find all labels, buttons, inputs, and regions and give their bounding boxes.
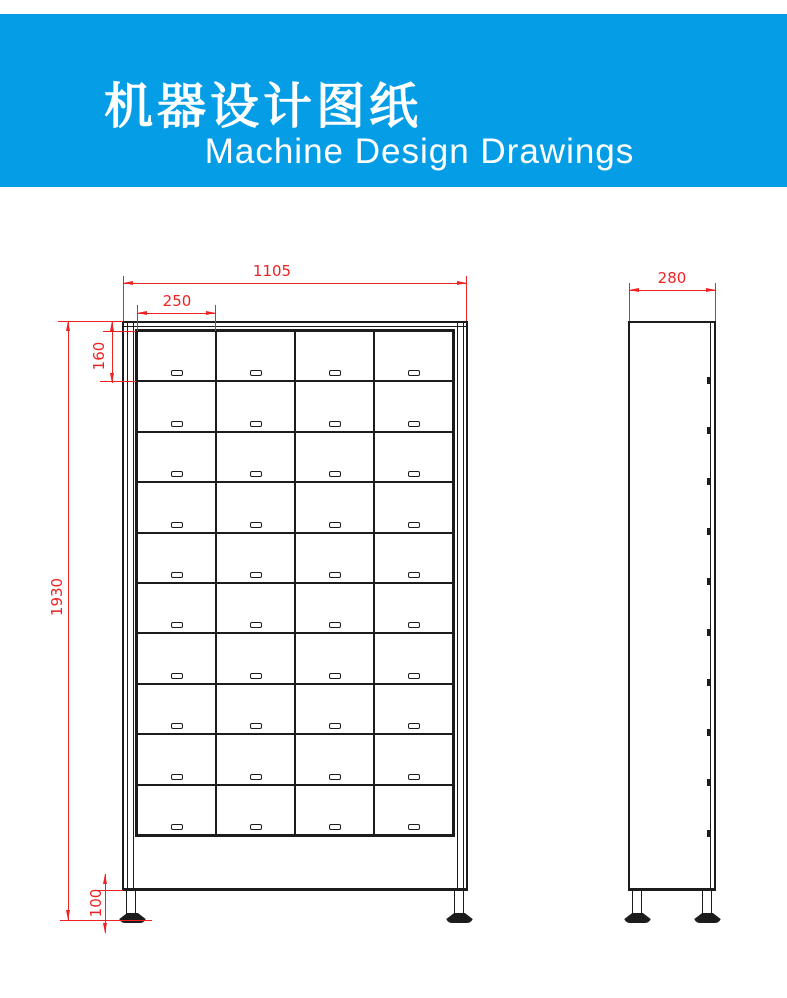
locker-compartment [374, 482, 453, 532]
extension-line [58, 321, 123, 322]
handle-icon [329, 522, 341, 528]
locker-compartment [216, 381, 295, 431]
locker-compartment [137, 583, 216, 633]
handle-icon [171, 723, 183, 729]
locker-compartment [295, 633, 374, 683]
side-left-leg [632, 891, 642, 914]
handle-icon [171, 421, 183, 427]
locker-compartment [374, 734, 453, 784]
handle-icon [250, 471, 262, 477]
side-right-foot [694, 913, 721, 923]
handle-icon [408, 723, 420, 729]
locker-compartment [216, 482, 295, 532]
locker-compartment [216, 734, 295, 784]
dim-label-overall-height: 1930 [48, 577, 66, 617]
handle-icon [250, 522, 262, 528]
right-wall-line [463, 321, 464, 889]
side-right-leg [702, 891, 712, 914]
dimension-arrow [110, 321, 114, 331]
locker-compartment [216, 583, 295, 633]
left-wall-line [133, 321, 134, 889]
locker-compartment [137, 684, 216, 734]
extension-line [629, 283, 630, 321]
locker-compartment [295, 583, 374, 633]
locker-compartment [137, 482, 216, 532]
locker-compartment [216, 432, 295, 482]
handle-icon [171, 471, 183, 477]
extension-line [100, 381, 136, 382]
handle-icon [250, 572, 262, 578]
dimension-line [68, 321, 69, 920]
locker-compartment [374, 785, 453, 835]
handle-icon [408, 572, 420, 578]
front-left-foot [119, 913, 146, 923]
dimension-arrow [66, 321, 70, 331]
locker-compartment [295, 734, 374, 784]
dim-label-depth: 280 [657, 269, 687, 287]
dimension-arrow [123, 281, 133, 285]
locker-compartment [137, 432, 216, 482]
handle-icon [171, 774, 183, 780]
right-wall-line [457, 321, 458, 889]
handle-icon [329, 673, 341, 679]
handle-icon [329, 370, 341, 376]
locker-compartment [374, 533, 453, 583]
locker-compartment [295, 533, 374, 583]
side-left-foot [624, 913, 651, 923]
front-right-foot [446, 913, 473, 923]
page-title-chinese: 机器设计图纸 [104, 80, 423, 134]
handle-icon [408, 824, 420, 830]
dimension-line [137, 313, 216, 314]
locker-compartment [295, 785, 374, 835]
extension-line [715, 283, 716, 321]
handle-icon [171, 622, 183, 628]
dim-label-overall-width: 1105 [252, 262, 292, 280]
locker-compartment [374, 381, 453, 431]
page-subtitle-english: Machine Design Drawings [204, 132, 635, 171]
locker-compartment [137, 785, 216, 835]
locker-compartment [216, 785, 295, 835]
locker-compartment [216, 533, 295, 583]
handle-icon [329, 572, 341, 578]
handle-icon [171, 522, 183, 528]
handle-icon [329, 471, 341, 477]
locker-compartment [137, 331, 216, 381]
handle-icon [250, 622, 262, 628]
extension-line [60, 920, 152, 921]
locker-compartment [374, 583, 453, 633]
front-right-leg [454, 891, 464, 914]
dimension-line [123, 283, 467, 284]
locker-compartment [374, 684, 453, 734]
locker-compartment [137, 633, 216, 683]
handle-icon [329, 723, 341, 729]
top-frame-inner-line [122, 326, 468, 327]
dimension-arrow [103, 923, 107, 933]
locker-compartment [295, 482, 374, 532]
handle-icon [329, 622, 341, 628]
handle-icon [408, 370, 420, 376]
locker-compartment [137, 381, 216, 431]
handle-icon [408, 522, 420, 528]
locker-compartment [374, 331, 453, 381]
dimension-line [629, 290, 716, 291]
handle-icon [250, 673, 262, 679]
handle-icon [171, 673, 183, 679]
extension-line [103, 331, 136, 332]
handle-icon [408, 673, 420, 679]
locker-compartment [295, 684, 374, 734]
handle-icon [329, 824, 341, 830]
handle-icon [329, 421, 341, 427]
locker-compartment [374, 633, 453, 683]
locker-compartment [216, 684, 295, 734]
side-view-front-face-line [710, 321, 711, 889]
handle-icon [250, 824, 262, 830]
extension-line [215, 305, 216, 331]
locker-compartment [374, 432, 453, 482]
left-wall-line [127, 321, 128, 889]
handle-icon [250, 370, 262, 376]
extension-line [123, 276, 124, 321]
locker-grid [135, 329, 455, 837]
dimension-arrow [629, 288, 639, 292]
locker-compartment [295, 432, 374, 482]
handle-icon [408, 622, 420, 628]
handle-icon [408, 471, 420, 477]
locker-compartment [137, 734, 216, 784]
handle-icon [171, 572, 183, 578]
dim-label-foot-height: 100 [87, 888, 105, 918]
dim-label-compartment-height: 160 [90, 341, 108, 371]
handle-icon [250, 723, 262, 729]
handle-icon [408, 774, 420, 780]
dimension-arrow [137, 311, 147, 315]
extension-line [466, 276, 467, 321]
handle-icon [250, 774, 262, 780]
dimension-arrow [66, 910, 70, 920]
front-left-leg [126, 891, 136, 914]
handle-icon [250, 421, 262, 427]
dimension-arrow [103, 874, 107, 884]
locker-compartment [216, 331, 295, 381]
extension-line [137, 305, 138, 331]
locker-compartment [216, 633, 295, 683]
handle-icon [408, 421, 420, 427]
dim-label-compartment-width: 250 [162, 292, 192, 310]
locker-compartment [295, 381, 374, 431]
locker-compartment [295, 331, 374, 381]
handle-icon [329, 774, 341, 780]
locker-compartment [137, 533, 216, 583]
handle-icon [171, 370, 183, 376]
side-view-body [628, 321, 716, 891]
handle-icon [171, 824, 183, 830]
